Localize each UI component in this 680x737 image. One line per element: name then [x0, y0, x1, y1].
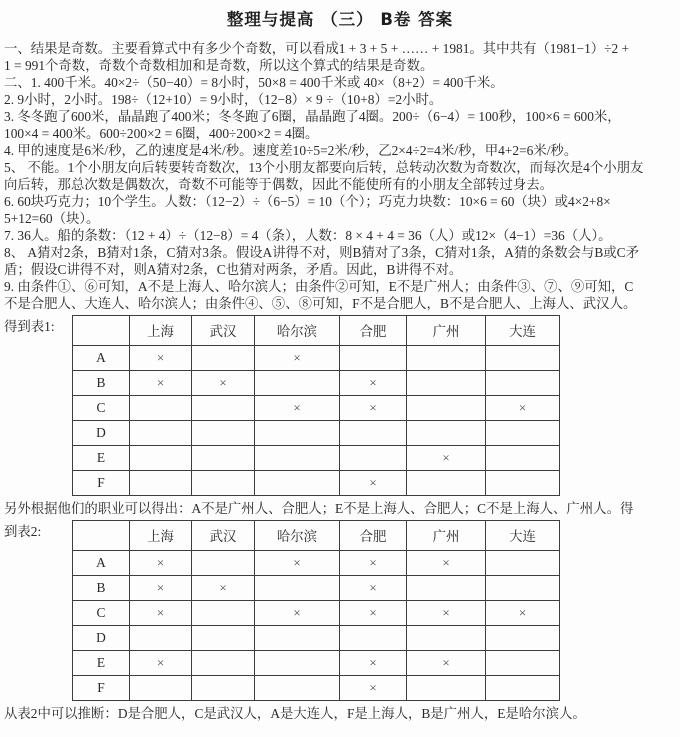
answer-line-11: 5+12=60（块）。: [4, 211, 100, 226]
cross-mark-cell: ×: [407, 651, 486, 676]
answer-line-2: 1 = 991个奇数，奇数个奇数相加和是奇数，所以这个算式的结果是奇数。: [4, 58, 434, 73]
answer-line-14: 盾；假设C讲得不对，则A猜对2条，C也猜对两条，矛盾。因此，B讲得不对。: [4, 262, 463, 277]
cross-mark-cell: ×: [340, 396, 407, 421]
empty-cell: [486, 471, 560, 496]
answer-line-3: 二、1. 400千米。40×2÷（50−40）= 8小时，50×8 = 400千米或 40×（8+2）= 400千米。: [4, 75, 504, 90]
table-row: [73, 371, 560, 396]
row-label: E: [73, 651, 130, 676]
row-label: E: [73, 446, 130, 471]
empty-cell: [192, 446, 255, 471]
table1: [72, 315, 560, 496]
empty-cell: [255, 676, 340, 701]
column-header: 大连: [486, 316, 560, 346]
table1-block: [4, 315, 676, 496]
answer-line-1: 一、结果是奇数。主要看算式中有多少个奇数，可以看成1 + 3 + 5 + …… + 1981。其中共有（1981−1）÷2 +: [4, 41, 630, 56]
table-row: [73, 421, 560, 446]
empty-cell: [255, 446, 340, 471]
row-label: D: [73, 626, 130, 651]
row-label: A: [73, 551, 130, 576]
table-row: [73, 551, 560, 576]
empty-cell: [486, 626, 560, 651]
answer-line-5: 3. 冬冬跑了600米，晶晶跑了400米；冬冬跑了6圈，晶晶跑了4圈。200÷（6−4）= 100秒，100×6 = 600米，: [4, 109, 621, 124]
empty-cell: [407, 626, 486, 651]
answer-line-13: 8、 A猜对2条，B猜对1条，C猜对3条。假设A讲得不对，则B猜对了3条，C猜对1条，A猜的条数会与B或C矛: [4, 245, 639, 260]
cross-mark-cell: ×: [407, 551, 486, 576]
cross-mark-cell: ×: [407, 446, 486, 471]
corner-cell: [73, 316, 130, 346]
empty-cell: [130, 396, 192, 421]
column-header: 武汉: [192, 521, 255, 551]
empty-cell: [486, 651, 560, 676]
row-label: F: [73, 676, 130, 701]
row-label: B: [73, 371, 130, 396]
cross-mark-cell: ×: [340, 471, 407, 496]
cross-mark-cell: ×: [130, 576, 192, 601]
row-label: F: [73, 471, 130, 496]
column-header: 合肥: [340, 316, 407, 346]
empty-cell: [255, 421, 340, 446]
cross-mark-cell: ×: [192, 576, 255, 601]
table-row: [73, 601, 560, 626]
cross-mark-cell: ×: [407, 601, 486, 626]
cross-mark-cell: ×: [340, 551, 407, 576]
answer-line-8: 5、 不能。1个小朋友向后转要转奇数次，13个小朋友都要向后转，总转动次数为奇数次，而每次是4个小朋友: [4, 160, 644, 175]
column-header: 大连: [486, 521, 560, 551]
cross-mark-cell: ×: [340, 576, 407, 601]
table-row: [73, 346, 560, 371]
table-row: [73, 471, 560, 496]
table2-grid: [72, 520, 560, 701]
empty-cell: [192, 346, 255, 371]
empty-cell: [192, 626, 255, 651]
answer-line-6: 100×4 = 400米。600÷200×2 = 6圈，400÷200×2 = 4圈。: [4, 126, 319, 141]
empty-cell: [486, 551, 560, 576]
empty-cell: [255, 471, 340, 496]
answer-line-12: 7. 36人。船的条数：（12 + 4）÷（12−8）= 4（条），人数：8 × 4 + 4 = 36（人）或12×（4−1）=36（人）。: [4, 228, 612, 243]
column-header: 广州: [407, 316, 486, 346]
empty-cell: [407, 471, 486, 496]
empty-cell: [192, 601, 255, 626]
answer-line-16: 不是合肥人、大连人、哈尔滨人；由条件④、⑤、⑧可知，F不是合肥人，B不是合肥人、上海人、武汉人。: [4, 296, 637, 311]
page-title: 整理与提高 （三） B卷 答案: [226, 10, 454, 29]
row-label: B: [73, 576, 130, 601]
answer-line-9: 向后转，那总次数是偶数次，奇数不可能等于偶数，因此不能使所有的小朋友全部转过身去。: [4, 177, 554, 192]
empty-cell: [255, 626, 340, 651]
cross-mark-cell: ×: [130, 601, 192, 626]
cross-mark-cell: ×: [192, 371, 255, 396]
empty-cell: [486, 346, 560, 371]
empty-cell: [192, 651, 255, 676]
empty-cell: [407, 346, 486, 371]
cross-mark-cell: ×: [340, 371, 407, 396]
row-label: D: [73, 421, 130, 446]
empty-cell: [407, 676, 486, 701]
empty-cell: [192, 471, 255, 496]
column-header: 广州: [407, 521, 486, 551]
empty-cell: [130, 471, 192, 496]
table2: [72, 520, 560, 701]
table-row: [73, 676, 560, 701]
between-tables-line: 另外根据他们的职业可以得出：A不是广州人、合肥人；E不是上海人、合肥人；C不是上海人、广州人。得: [4, 501, 634, 516]
cross-mark-cell: ×: [486, 601, 560, 626]
answer-line-15: 9. 由条件①、⑥可知，A不是上海人、哈尔滨人；由条件②可知，E不是广州人；由条件③、⑦、⑨可知，C: [4, 279, 634, 294]
column-header: 上海: [130, 521, 192, 551]
empty-cell: [255, 576, 340, 601]
cross-mark-cell: ×: [486, 396, 560, 421]
empty-cell: [192, 551, 255, 576]
column-header: 合肥: [340, 521, 407, 551]
empty-cell: [340, 421, 407, 446]
table-row: [73, 446, 560, 471]
row-label: C: [73, 601, 130, 626]
empty-cell: [486, 446, 560, 471]
column-header: 哈尔滨: [255, 521, 340, 551]
row-label: A: [73, 346, 130, 371]
empty-cell: [192, 396, 255, 421]
cross-mark-cell: ×: [130, 651, 192, 676]
column-header: 哈尔滨: [255, 316, 340, 346]
empty-cell: [192, 421, 255, 446]
cross-mark-cell: ×: [255, 346, 340, 371]
table1-label: 得到表1:: [4, 319, 55, 334]
empty-cell: [486, 371, 560, 396]
row-label: C: [73, 396, 130, 421]
cross-mark-cell: ×: [130, 371, 192, 396]
corner-cell: [73, 521, 130, 551]
cross-mark-cell: ×: [340, 601, 407, 626]
empty-cell: [340, 346, 407, 371]
cross-mark-cell: ×: [255, 551, 340, 576]
column-header: 上海: [130, 316, 192, 346]
empty-cell: [340, 446, 407, 471]
cross-mark-cell: ×: [340, 676, 407, 701]
answer-line-4: 2. 9小时，2小时。198÷（12+10）= 9小时，（12−8）× 9 ÷（10+8）=2小时。: [4, 92, 443, 107]
cross-mark-cell: ×: [255, 396, 340, 421]
column-header: 武汉: [192, 316, 255, 346]
empty-cell: [192, 676, 255, 701]
empty-cell: [407, 576, 486, 601]
empty-cell: [486, 576, 560, 601]
cross-mark-cell: ×: [340, 651, 407, 676]
empty-cell: [130, 676, 192, 701]
header-row: [73, 521, 560, 551]
cross-mark-cell: ×: [255, 601, 340, 626]
empty-cell: [255, 371, 340, 396]
empty-cell: [486, 676, 560, 701]
table1-grid: [72, 315, 560, 496]
cross-mark-cell: ×: [130, 346, 192, 371]
cross-mark-cell: ×: [130, 551, 192, 576]
table-row: [73, 651, 560, 676]
empty-cell: [340, 626, 407, 651]
header-row: [73, 316, 560, 346]
answer-line-7: 4. 甲的速度是6米/秒，乙的速度是4米/秒。速度差10÷5=2米/秒，乙2×4÷2=4米/秒，甲4+2=6米/秒。: [4, 143, 578, 158]
empty-cell: [130, 446, 192, 471]
empty-cell: [407, 421, 486, 446]
table2-block: [4, 520, 676, 701]
table-row: [73, 576, 560, 601]
answer-line-10: 6. 60块巧克力；10个学生。人数：（12−2）÷（6−5）= 10（个）；巧克力块数：10×6 = 60（块）或4×2+8×: [4, 194, 611, 209]
empty-cell: [407, 371, 486, 396]
empty-cell: [130, 626, 192, 651]
table2-label: 到表2:: [4, 524, 42, 539]
table-row: [73, 626, 560, 651]
empty-cell: [407, 396, 486, 421]
empty-cell: [130, 421, 192, 446]
empty-cell: [486, 421, 560, 446]
table-row: [73, 396, 560, 421]
conclusion-line: 从表2中可以推断：D是合肥人，C是武汉人，A是大连人，F是上海人，B是广州人，E是哈尔滨人。: [4, 706, 586, 721]
empty-cell: [255, 651, 340, 676]
